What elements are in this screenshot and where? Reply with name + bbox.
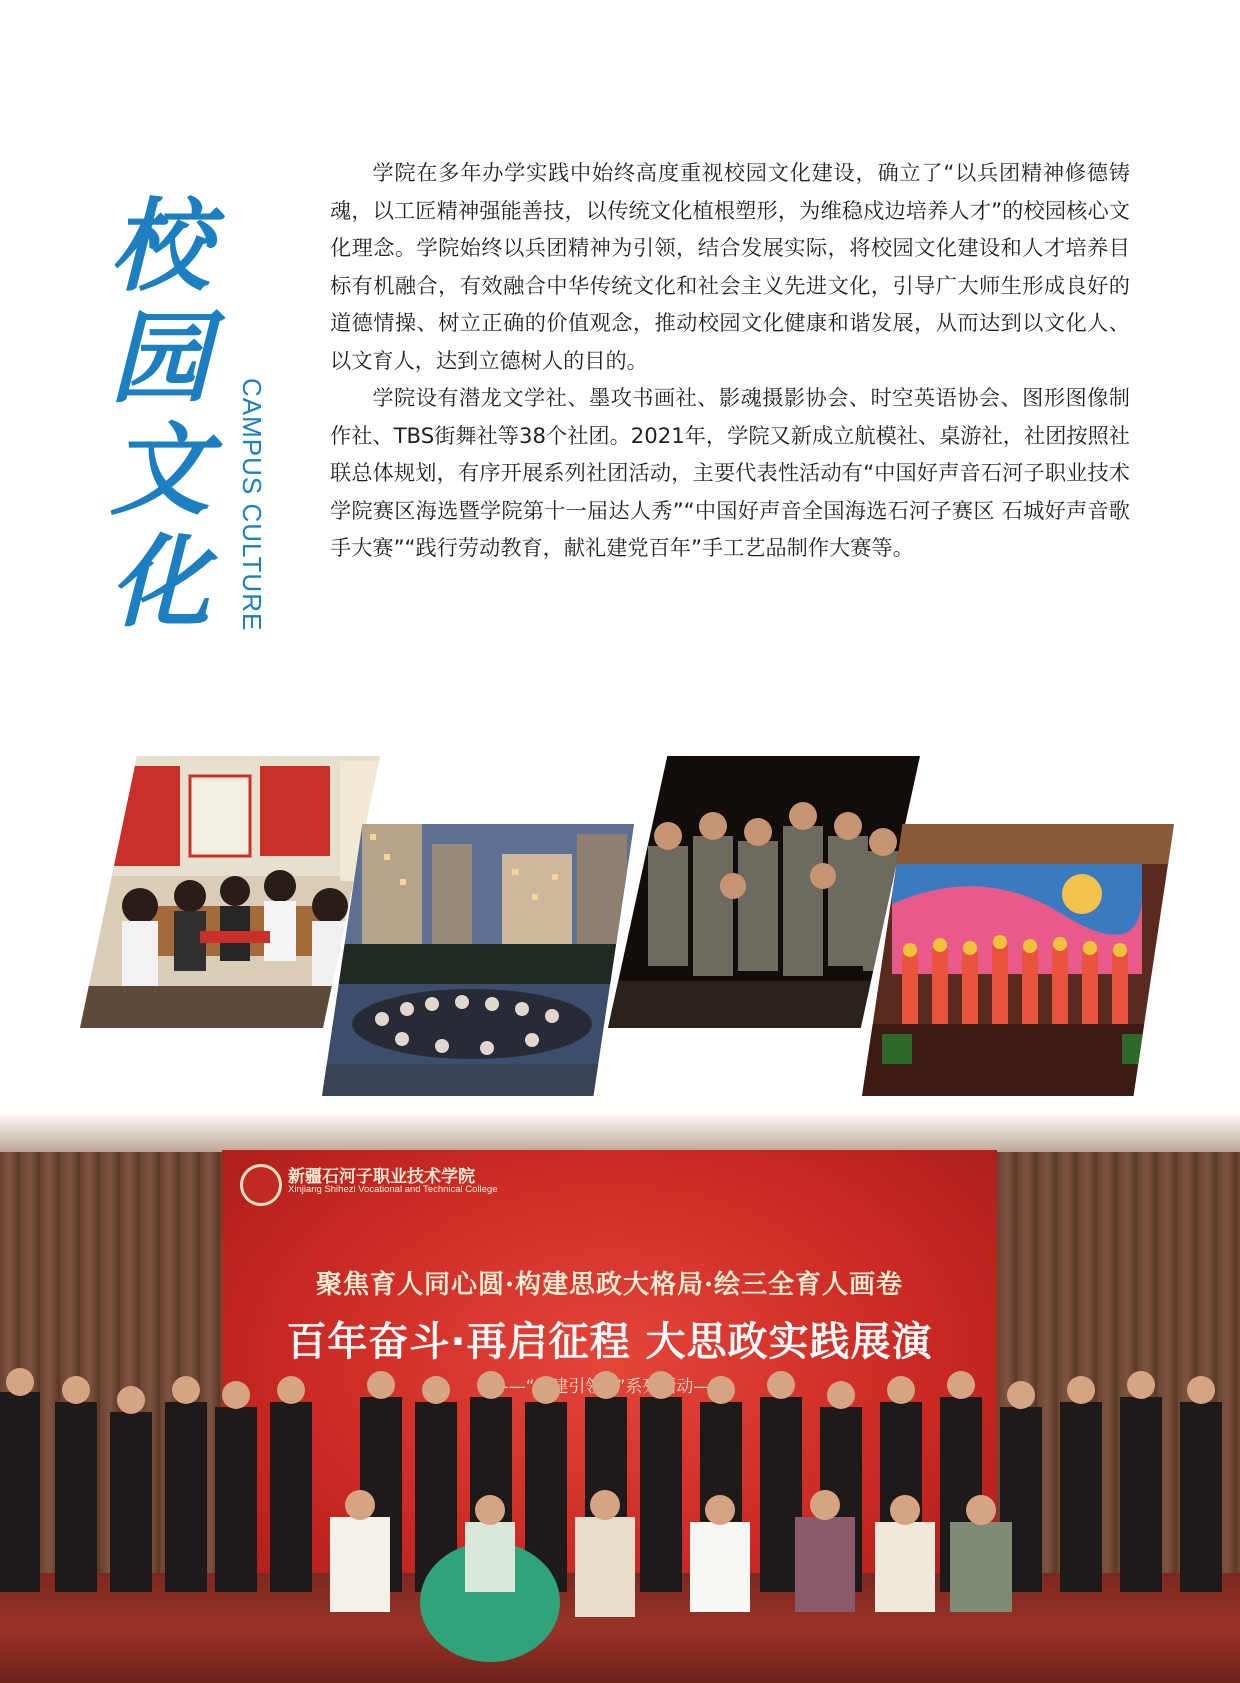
photo-night-gathering bbox=[322, 824, 634, 1096]
paragraph: 学院设有潜龙文学社、墨攻书画社、影魂摄影协会、时空英语协会、图形图像制作社、TBS街舞社等38个社团。2021年，学院又新成立航模社、桌游社，社团按照社联总体规划，有序开展系列社团活动，主要代表性活动有“中国好声音石河子职业技术学院赛区海选暨学院第十一届达人秀”“中国好声音全国海选石河子赛区 石城好声音歌手大赛”“践行劳动教育，献礼建党百年”手工艺品制作大赛等。 bbox=[330, 385, 1130, 560]
page-subtitle: CAMPUS CULTURE bbox=[237, 378, 267, 632]
title-char: 园 bbox=[110, 299, 210, 417]
photo-dance-performance bbox=[862, 824, 1174, 1096]
title-char: 文 bbox=[110, 411, 210, 529]
body-text bbox=[330, 154, 1130, 567]
page-title bbox=[100, 187, 220, 641]
photo-papercut-workshop bbox=[80, 756, 380, 1028]
screen-slogan: 聚焦育人同心圆·构建思政大格局·绘三全育人画卷 bbox=[315, 1270, 904, 1300]
photo-drama-performance bbox=[608, 756, 920, 1028]
screen-headline: 百年奋斗·再启征程 大思政实践展演 bbox=[286, 1319, 933, 1365]
title-char: 校 bbox=[110, 187, 210, 305]
group-of-people bbox=[0, 1112, 1240, 1683]
screen-school-name: 新疆石河子职业技术学院 bbox=[288, 1167, 475, 1186]
screen-school-name-en: Xinjiang Shihezi Vocational and Technical College bbox=[288, 1184, 498, 1195]
paragraph: 学院在多年办学实践中始终高度重视校园文化建设，确立了“以兵团精神修德铸魂，以工匠精神强能善技，以传统文化植根塑形，为维稳戍边培养人才”的校园核心文化理念。学院始终以兵团精神为引领，结合发展实际，将校园文化建设和人才培养目标有机融合，有效融合中华传统文化和社会主义先进文化，引导广大师生形成良好的道德情操、树立正确的价值观念，推动校园文化健康和谐发展，从而达到以文化人、以文育人，达到立德树人的目的。 bbox=[330, 160, 1130, 373]
title-char: 化 bbox=[110, 523, 210, 641]
stage-group-photo bbox=[0, 1112, 1240, 1683]
